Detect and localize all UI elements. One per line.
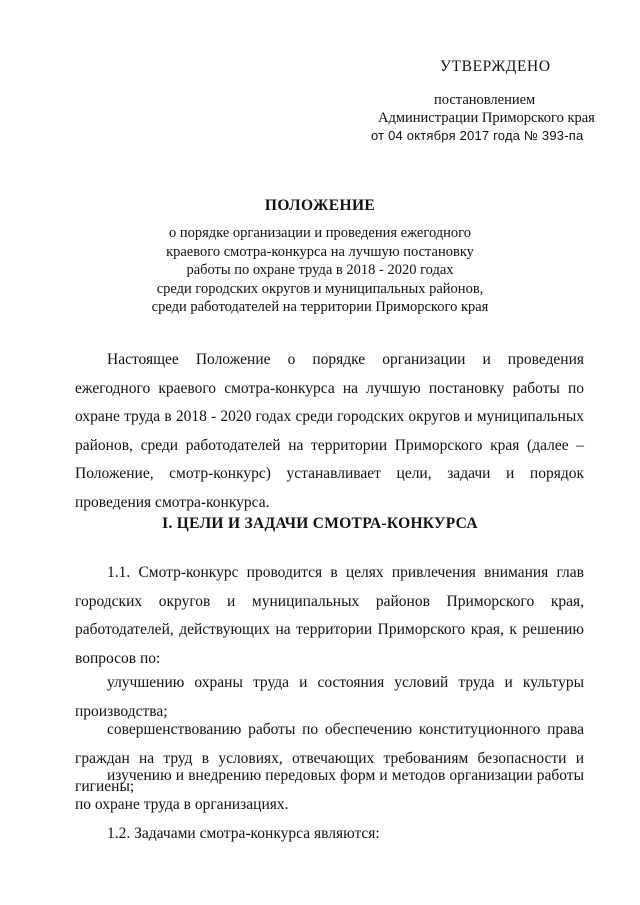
subtitle-line: краевого смотра-конкурса на лучшую постановку [166, 243, 474, 260]
document-title: ПОЛОЖЕНИЕ [264, 197, 376, 214]
approval-line-date-number: от 04 октября 2017 года № 393-па [371, 128, 584, 143]
document-subtitle [0, 224, 640, 317]
subtitle-line: о порядке организации и проведения ежегодного [168, 225, 471, 241]
clause-item: совершенствованию работы по обеспечению конституционного права граждан на труд в условиях, отвечающих требованиям безопасности и гигиены; [75, 721, 584, 796]
approval-title: УТВЕРЖДЕНО [440, 58, 551, 75]
approval-stamp [0, 0, 640, 150]
clause-1-2: 1.2. Задачами смотра-конкурса являются: [107, 825, 380, 842]
subtitle-line: работы по охране труда в 2018 - 2020 годах [186, 262, 454, 279]
intro-paragraph: Настоящее Положение о порядке организации и проведения ежегодного краевого смотра-конкурса на лучшую постановку работы по охране труда в 2018 - 2020 годах среди городских округов и муниципальных районов, среди работодателей на территории Приморского края (далее – Положение, смотр-конкурс) устанавливает цели, задачи и порядок проведения смотра-конкурса. [75, 351, 584, 511]
clause-item: изучению и внедрению передовых форм и методов организации работы по охране труда в организациях. [75, 767, 584, 813]
subtitle-line: среди городских округов и муниципальных районов, [156, 280, 484, 297]
subtitle-line: среди работодателей на территории Приморского края [151, 299, 489, 316]
approval-line-resolution: постановлением [434, 92, 536, 108]
clause-1-1: 1.1. Смотр-конкурс проводится в целях привлечения внимания глав городских округов и муниципальных районов Приморского края, работодателей, действующих на территории Приморского края, к решению вопросов по: [75, 564, 584, 667]
clause-item: улучшению охраны труда и состояния условий труда и культуры производства; [75, 674, 584, 720]
section-heading: I. ЦЕЛИ И ЗАДАЧИ СМОТРА-КОНКУРСА [162, 515, 478, 532]
approval-line-administration: Администрации Приморского края [378, 110, 595, 126]
